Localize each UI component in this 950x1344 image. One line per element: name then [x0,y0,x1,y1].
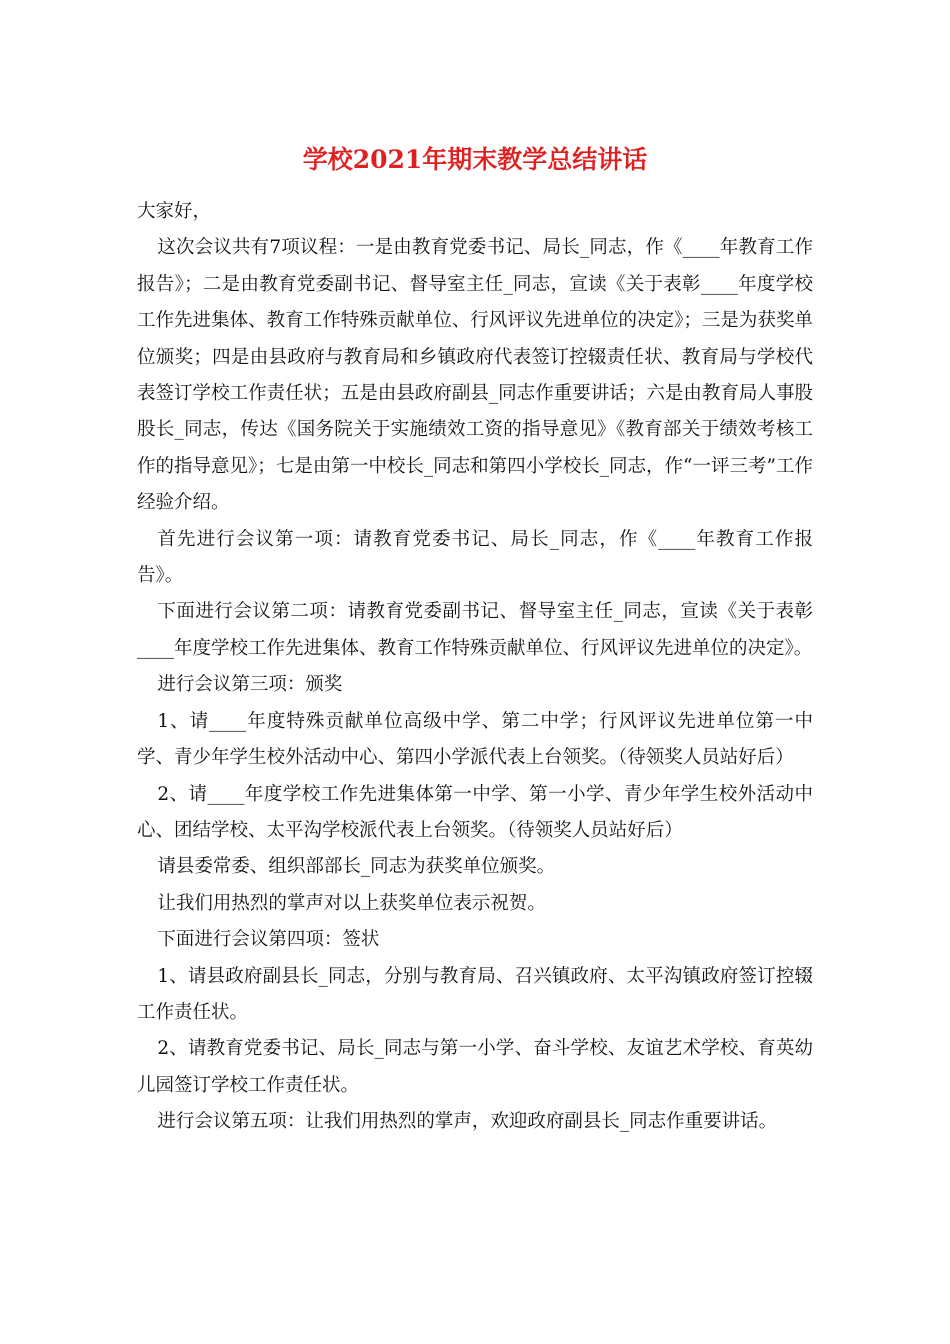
paragraph-presenter: 请县委常委、组织部部长_同志为获奖单位颁奖。 [157,856,556,878]
paragraph-item-four: 下面进行会议第四项：签状 [157,929,380,951]
paragraph-sign-two: 2、请教育党委书记、局长_同志与第一小学、奋斗学校、友谊艺术学校、育英幼儿园签订学校工作责任状。 [137,1038,813,1096]
paragraph-item-one: 首先进行会议第一项：请教育党委书记、局长_同志，作《____年教育工作报告》。 [137,528,813,587]
paragraph-sign-one: 1、请县政府副县长_同志，分别与教育局、召兴镇政府、太平沟镇政府签订控辍工作责任状。 [137,965,813,1023]
paragraph-award-two: 2、请____年度学校工作先进集体第一中学、第一小学、青少年学生校外活动中心、团结学校、太平沟学校派代表上台领奖。（待领奖人员站好后） [137,783,813,841]
paragraph-applause: 让我们用热烈的掌声对以上获奖单位表示祝贺。 [157,892,546,914]
document-body [137,194,813,1141]
paragraph-agenda: 这次会议共有7项议程：一是由教育党委书记、局长_同志，作《____年教育工作报告》；二是由教育党委副书记、督导室主任_同志，宣读《关于表彰____年度学校工作先进集体、教育工作特殊贡献单位、行风评议先进单位的决定》；三是为获奖单位颁奖；四是由县政府与教育局和乡镇政府代表签订控辍责任状、教育局与学校代表签订学校工作责任状；五是由县政府副县_同志作重要讲话；六是由教育局人事股股长_同志，传达《国务院关于实施绩效工资的指导意见》《教育部关于绩效考核工作的指导意见》；七是由第一中校长_同志和第四小学校长_同志，作“一评三考”工作经验介绍。 [137,237,813,514]
paragraph-greeting: 大家好， [137,201,212,222]
document-title: 学校2021年期末教学总结讲话 [302,145,648,174]
paragraph-item-three: 进行会议第三项：颁奖 [157,674,343,696]
paragraph-item-five: 进行会议第五项：让我们用热烈的掌声，欢迎政府副县长_同志作重要讲话。 [157,1111,778,1133]
paragraph-item-two: 下面进行会议第二项：请教育党委副书记、督导室主任_同志，宣读《关于表彰____年度学校工作先进集体、教育工作特殊贡献单位、行风评议先进单位的决定》。 [137,601,813,659]
paragraph-award-one: 1、请____年度特殊贡献单位高级中学、第二中学；行风评议先进单位第一中学、青少年学生校外活动中心、第四小学派代表上台领奖。（待领奖人员站好后） [137,710,813,769]
